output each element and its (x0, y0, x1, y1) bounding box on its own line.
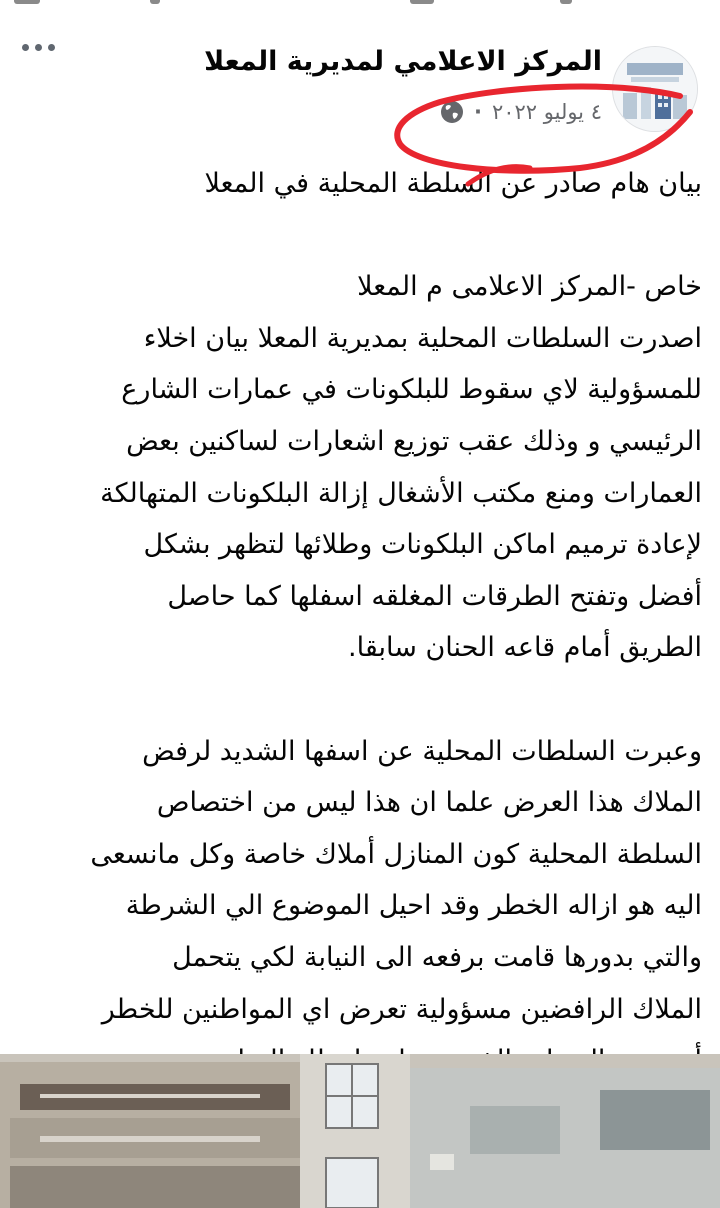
post-date[interactable]: ٤ يوليو ٢٠٢٢ (491, 100, 602, 124)
buildings-photo (0, 1054, 720, 1208)
post-line: الملاك الرافضين مسؤولية تعرض اي المواطنين للخطر (101, 993, 702, 1025)
post-line: أفضل وتفتح الطرقات المغلقه اسفلها كما حاصل (167, 580, 702, 612)
cropped-status-bar (0, 0, 720, 14)
post-line: خاص -المركز الاعلامى م المعلا (357, 271, 702, 303)
post-line: العمارات ومنع مكتب الأشغال إزالة البلكونات المتهالكة (100, 477, 702, 509)
post-line: للمسؤولية لاي سقوط للبلكونات في عمارات الشارع (121, 374, 702, 406)
post-line: لإعادة ترميم اماكن البلكونات وطلائها لتظهر بشكل (143, 529, 702, 561)
post-line: اليه هو ازاله الخطر وقد احيل الموضوع الي الشرطة (125, 890, 702, 922)
post-author-name[interactable]: المركز الاعلامي لمديرية المعلا (204, 46, 602, 77)
post-meta (440, 100, 602, 124)
post-line: الرئيسي و وذلك عقب توزيع اشعارات لساكنين بعض (126, 425, 702, 457)
post-line: والتي بدورها قامت برفعه الى النيابة لكي يتحمل (172, 941, 702, 973)
meta-separator: · (473, 100, 482, 124)
globe-icon (440, 100, 464, 124)
post-line: وعبرت السلطات المحلية عن اسفها الشديد لرفض (142, 735, 702, 767)
avatar-logo (613, 47, 697, 131)
post-body (12, 158, 702, 1087)
post-line: الملاك هذا العرض علما ان هذا ليس من اختصاص (156, 787, 702, 819)
page-avatar[interactable] (612, 46, 698, 132)
post-headline: بيان هام صادر عن السلطة المحلية في المعلا (204, 168, 702, 199)
post-line: الطريق أمام قاعه الحنان سابقا. (348, 632, 702, 664)
more-horizontal-icon[interactable] (22, 44, 55, 51)
post-line: اصدرت السلطات المحلية بمديرية المعلا بيان اخلاء (143, 322, 702, 354)
post-line: السلطة المحلية كون المنازل أملاك خاصة وكل مانسعى (90, 838, 702, 870)
post-photo[interactable] (0, 1054, 720, 1208)
